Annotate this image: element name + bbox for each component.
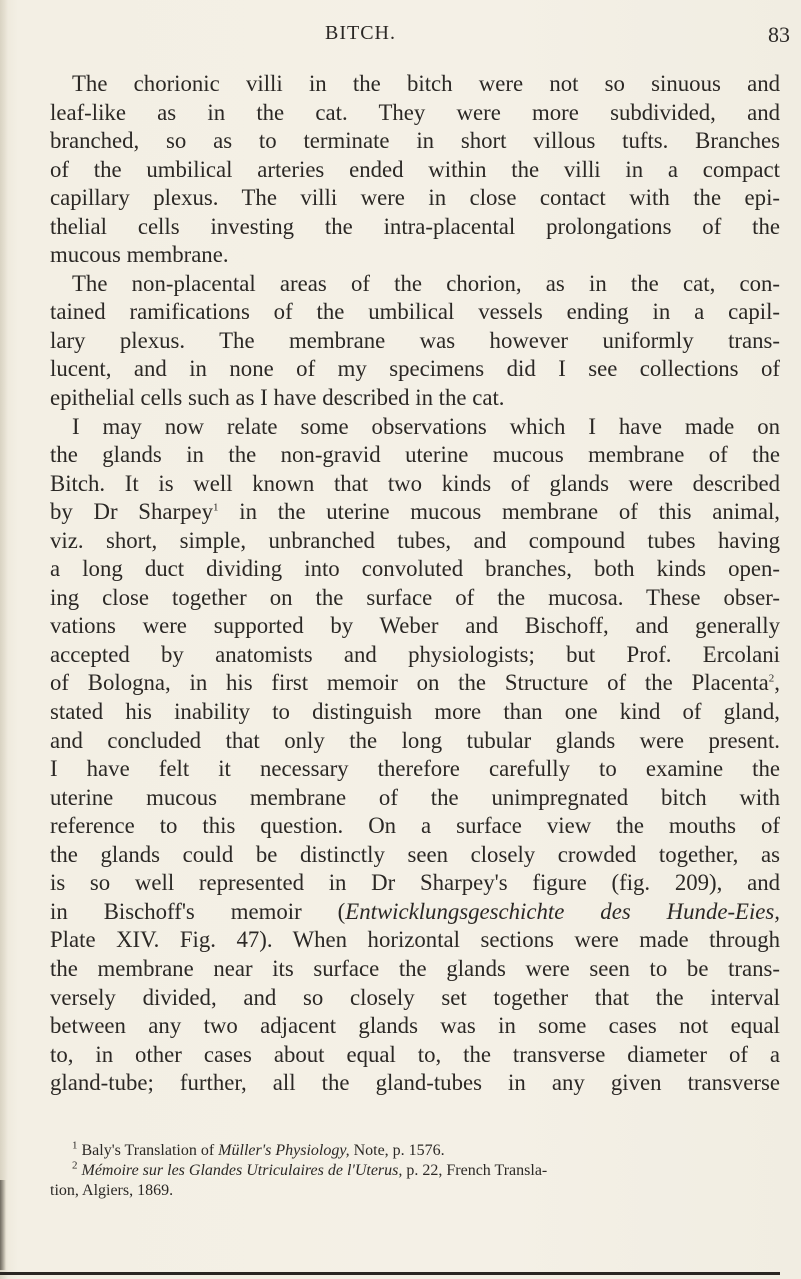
footnote-text: p. 22, French Transla- xyxy=(402,1162,548,1179)
text-line: Bitch. It is well known that two kinds of glands were described xyxy=(50,470,780,496)
text-line: lary plexus. The membrane was however uniformly trans- xyxy=(50,327,780,353)
text-fragment: in the uterine mucous membrane of this animal, xyxy=(239,499,781,525)
text-line: capillary plexus. The villi were in close contact with the epi- xyxy=(50,185,780,211)
spine-shadow xyxy=(0,0,8,1279)
text-line xyxy=(50,898,780,927)
text-line: I have felt it necessary therefore carefully to examine the xyxy=(50,756,780,782)
text-line: ing close together on the surface of the mucosa. These obser- xyxy=(50,584,780,610)
text-line: of the umbilical arteries ended within the villi in a compact xyxy=(50,156,780,182)
text-line: The non-placental areas of the chorion, as in the cat, con- xyxy=(72,270,780,296)
footnote-title: Mémoire sur les Glandes Utriculaires de l'Uterus, xyxy=(81,1162,403,1179)
text-line: Plate XIV. Fig. 47). When horizontal sections were made through xyxy=(50,927,780,953)
text-line: vations were supported by Weber and Bischoff, and generally xyxy=(50,613,780,639)
running-head: BITCH. xyxy=(325,22,396,44)
text-line xyxy=(50,498,780,527)
text-fragment: by Dr Sharpey xyxy=(50,499,214,525)
text-line: a long duct dividing into convoluted branches, both kinds open- xyxy=(50,556,780,582)
footnote-2-continuation: tion, Algiers, 1869. xyxy=(50,1182,174,1199)
bottom-edge-line xyxy=(0,1272,780,1275)
text-line: the glands in the non-gravid uterine mucous membrane of the xyxy=(50,442,780,468)
text-line: stated his inability to distinguish more than one kind of gland, xyxy=(50,699,780,725)
text-line: to, in other cases about equal to, the transverse diameter of a xyxy=(50,1041,780,1067)
page-number: 83 xyxy=(768,22,790,47)
footnote-1 xyxy=(50,1141,780,1161)
footnote-mark: 1 xyxy=(213,501,219,514)
text-fragment: , xyxy=(774,670,780,696)
text-line: versely divided, and so closely set together that the interval xyxy=(50,984,780,1010)
footnote-2 xyxy=(50,1161,780,1181)
text-line: uterine mucous membrane of the unimpregnated bitch with xyxy=(50,784,780,810)
text-fragment-italic: Entwicklungsgeschichte des Hunde-Eies, xyxy=(345,898,781,924)
page-edge-shadow xyxy=(0,1180,6,1270)
text-fragment: of Bologna, in his first memoir on the Structure of the Placenta xyxy=(50,670,769,696)
footnote-text: Note, p. 1576. xyxy=(349,1142,445,1159)
text-line: gland-tube; further, all the gland-tubes in any given transverse xyxy=(50,1070,780,1096)
text-fragment: in Bischoff's memoir ( xyxy=(50,898,346,924)
text-line: the membrane near its surface the glands were seen to be trans- xyxy=(50,955,780,981)
text-line: thelial cells investing the intra-placental prolongations of the xyxy=(50,213,780,239)
text-line: leaf-like as in the cat. They were more subdivided, and xyxy=(50,99,780,125)
text-line: epithelial cells such as I have described in the cat. xyxy=(50,385,505,411)
text-line: I may now relate some observations which I have made on xyxy=(72,413,780,439)
footnote-mark: 2 xyxy=(768,672,775,685)
text-line: branched, so as to terminate in short villous tufts. Branches xyxy=(50,128,780,154)
text-line: The chorionic villi in the bitch were not so sinuous and xyxy=(72,71,780,96)
text-line: the glands could be distinctly seen closely crowded together, as xyxy=(50,841,780,867)
footnote-title: Müller's Physiology, xyxy=(218,1142,350,1159)
text-line: tained ramifications of the umbilical vessels ending in a capil- xyxy=(50,299,780,325)
text-line: and concluded that only the long tubular glands were present. xyxy=(50,727,780,753)
text-line xyxy=(50,669,780,698)
footnote-text: Baly's Translation of xyxy=(81,1142,219,1159)
page-header xyxy=(50,22,790,52)
footnotes xyxy=(50,1141,780,1201)
text-line: mucous membrane. xyxy=(50,242,229,268)
text-line: between any two adjacent glands was in some cases not equal xyxy=(50,1013,780,1039)
text-line: lucent, and in none of my specimens did I see collections of xyxy=(50,356,780,382)
text-line: is so well represented in Dr Sharpey's figure (fig. 209), and xyxy=(50,870,780,896)
footnote-2-mark: 2 xyxy=(72,1159,78,1172)
footnote-1-mark: 1 xyxy=(72,1139,78,1152)
text-line: viz. short, simple, unbranched tubes, and compound tubes having xyxy=(50,527,780,553)
text-line: accepted by anatomists and physiologists; but Prof. Ercolani xyxy=(50,641,780,667)
body-text xyxy=(50,70,780,1098)
text-line: reference to this question. On a surface view the mouths of xyxy=(50,813,780,839)
